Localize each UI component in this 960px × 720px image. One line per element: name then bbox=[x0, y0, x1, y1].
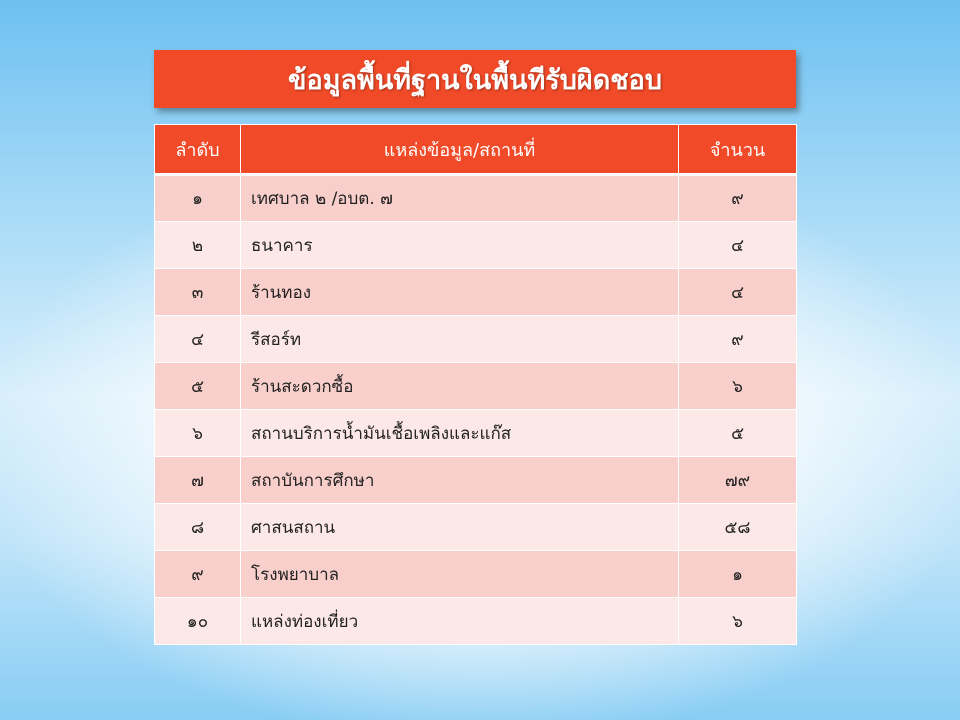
page-title: ข้อมูลพื้นที่ฐานในพื้นทีรับผิดชอบ bbox=[288, 64, 662, 96]
row-place: รีสอร์ท bbox=[241, 316, 679, 363]
row-count: ๙ bbox=[679, 175, 797, 222]
row-place: ร้านทอง bbox=[241, 269, 679, 316]
table-row bbox=[155, 316, 797, 363]
table-row bbox=[155, 269, 797, 316]
row-order: ๑๐ bbox=[155, 598, 241, 645]
row-count: ๙ bbox=[679, 316, 797, 363]
row-order: ๑ bbox=[155, 175, 241, 222]
row-place: ธนาคาร bbox=[241, 222, 679, 269]
row-place: แหล่งท่องเที่ยว bbox=[241, 598, 679, 645]
row-order: ๙ bbox=[155, 551, 241, 598]
table-row bbox=[155, 598, 797, 645]
row-order: ๕ bbox=[155, 363, 241, 410]
table-row bbox=[155, 410, 797, 457]
row-place: สถาบันการศึกษา bbox=[241, 457, 679, 504]
table-row bbox=[155, 175, 797, 222]
row-order: ๘ bbox=[155, 504, 241, 551]
row-count: ๑ bbox=[679, 551, 797, 598]
title-bar bbox=[154, 50, 796, 108]
row-order: ๓ bbox=[155, 269, 241, 316]
row-count: ๔ bbox=[679, 222, 797, 269]
header-count: จำนวน bbox=[679, 125, 797, 175]
row-count: ๖ bbox=[679, 363, 797, 410]
row-place: ศาสนสถาน bbox=[241, 504, 679, 551]
table-row bbox=[155, 504, 797, 551]
row-count: ๕๘ bbox=[679, 504, 797, 551]
row-place: เทศบาล ๒ /อบต. ๗ bbox=[241, 175, 679, 222]
table-row bbox=[155, 457, 797, 504]
row-count: ๖ bbox=[679, 598, 797, 645]
row-order: ๒ bbox=[155, 222, 241, 269]
data-table bbox=[154, 124, 797, 645]
row-order: ๔ bbox=[155, 316, 241, 363]
table-row bbox=[155, 551, 797, 598]
row-count: ๕ bbox=[679, 410, 797, 457]
header-order: ลำดับ bbox=[155, 125, 241, 175]
row-place: ร้านสะดวกซื้อ bbox=[241, 363, 679, 410]
header-place: แหล่งข้อมูล/สถานที่ bbox=[241, 125, 679, 175]
row-place: สถานบริการน้ำมันเชื้อเพลิงและแก๊ส bbox=[241, 410, 679, 457]
row-place: โรงพยาบาล bbox=[241, 551, 679, 598]
row-order: ๗ bbox=[155, 457, 241, 504]
table-header-row bbox=[155, 125, 797, 175]
table-row bbox=[155, 222, 797, 269]
row-count: ๔ bbox=[679, 269, 797, 316]
row-order: ๖ bbox=[155, 410, 241, 457]
table-row bbox=[155, 363, 797, 410]
row-count: ๗๙ bbox=[679, 457, 797, 504]
